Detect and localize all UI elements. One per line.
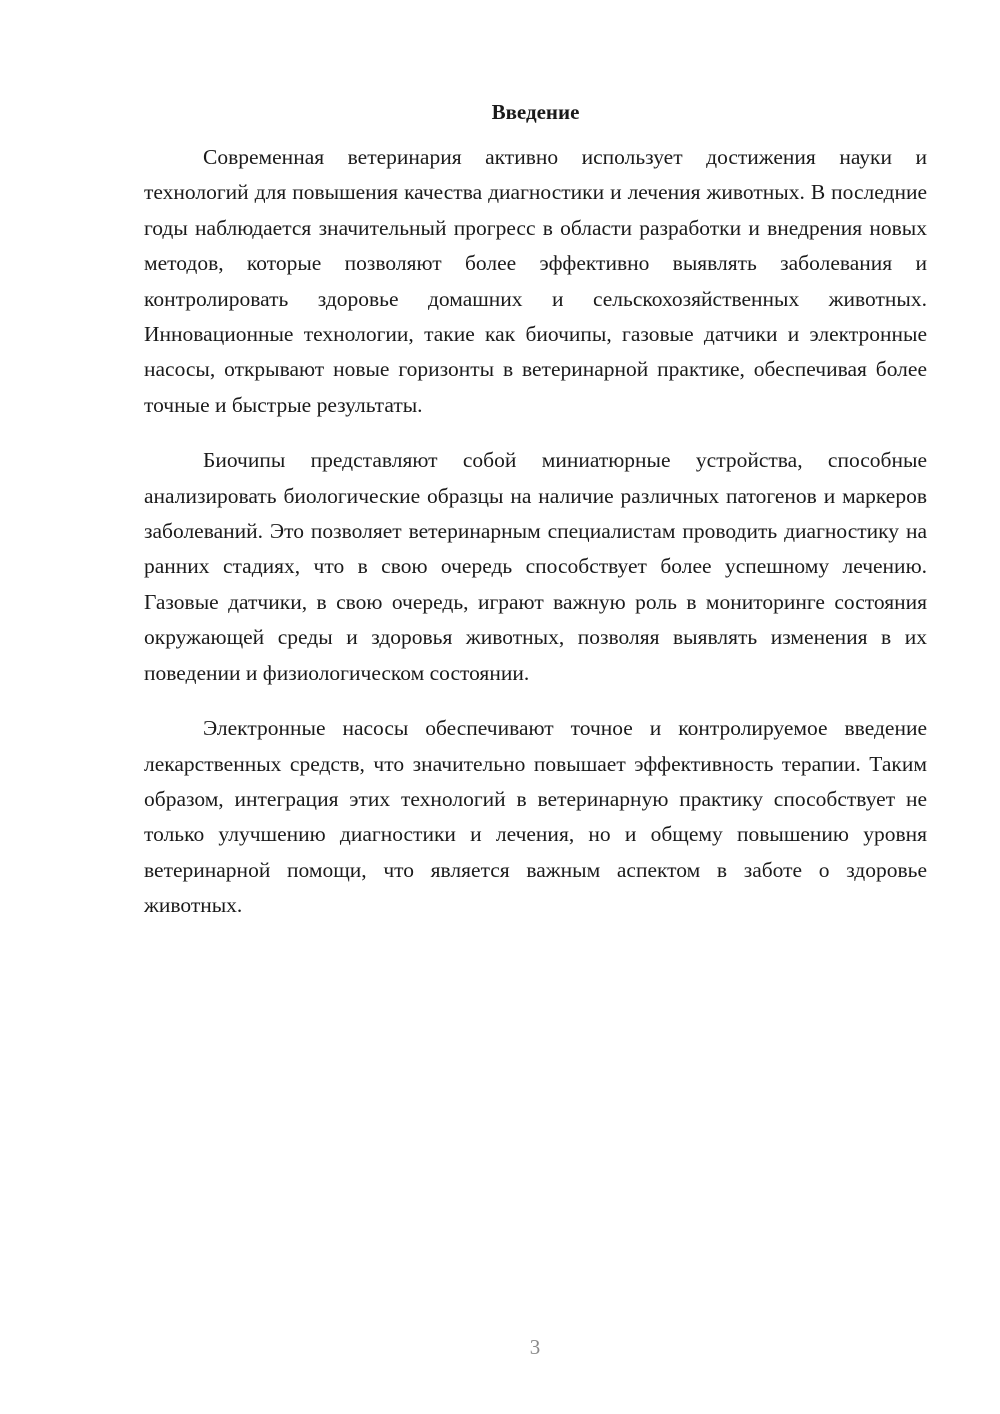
document-body — [144, 140, 927, 944]
paragraph-2: Биочипы представляют собой миниатюрные устройства, способные анализировать биологические образцы на наличие различных патогенов и маркеров заболеваний. Это позволяет ветеринарным специалистам проводить диагностику на ранних стадиях, что в свою очередь способствует более успешному лечению. Газовые датчики, в свою очередь, играют важную роль в мониторинге состояния окружающей среды и здоровья животных, позволяя выявлять изменения в их поведении и физиологическом состоянии. — [144, 448, 927, 685]
paragraph-1: Современная ветеринария активно использует достижения науки и технологий для повышения качества диагностики и лечения животных. В последние годы наблюдается значительный прогресс в области разработки и внедрения новых методов, которые позволяют более эффективно выявлять заболевания и контролировать здоровье домашних и сельскохозяйственных животных. Инновационные технологии, такие как биочипы, газовые датчики и электронные насосы, открывают новые горизонты в ветеринарной практике, обеспечивая более точные и быстрые результаты. — [144, 145, 927, 417]
paragraph-3: Электронные насосы обеспечивают точное и контролируемое введение лекарственных средств, что значительно повышает эффективность терапии. Таким образом, интеграция этих технологий в ветеринарную практику способствует не только улучшению диагностики и лечения, но и общему повышению уровня ветеринарной помощи, что является важным аспектом в заботе о здоровье животных. — [144, 716, 927, 918]
page-title: Введение — [491, 100, 580, 124]
page-number: 3 — [529, 1335, 541, 1359]
